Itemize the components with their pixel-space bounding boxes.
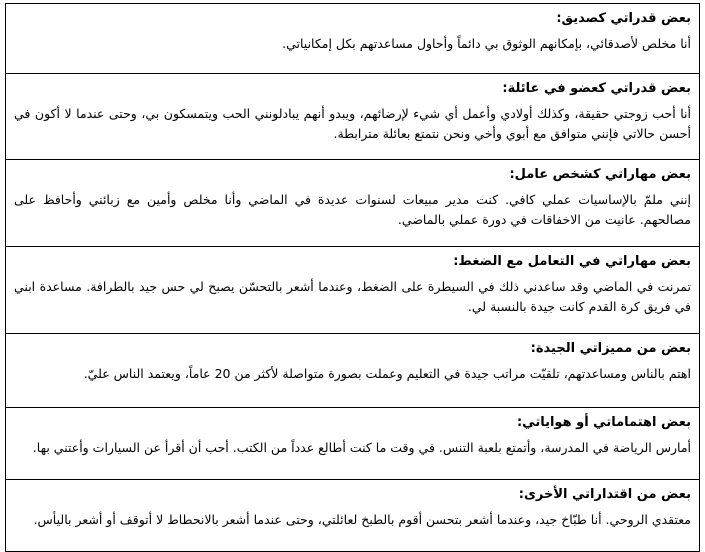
- section-heading: بعض من اقتداراتي الأخرى:: [518, 487, 691, 502]
- section-heading: بعض قدراتي كعضو في عائلة:: [502, 81, 691, 96]
- section-body: معتقدي الروحي. أنا طبّاخ جيد، وعندما أشعر بتحسن أقوم بالطبخ لعائلتي، وحتى عندما أشعر بالانحطاط لا أتوقف أو أشعر باليأس.: [33, 512, 691, 527]
- section-stress-skills: [6, 247, 699, 334]
- section-heading: بعض مهاراتي في التعامل مع الضغط:: [453, 254, 691, 269]
- section-body: أمارس الرياضة في المدرسة، وأتمتع بلعبة التنس. في وقت ما كنت أطالع عدداً من الكتب. أحب أن أقرأ عن السيارات وأعتني بها.: [32, 440, 691, 455]
- section-hobbies: [6, 408, 699, 480]
- section-other-abilities: [6, 480, 699, 551]
- section-body: إنني ملمّ بالإساسيات عملي كافي. كنت مدير مبيعات لسنوات عديدة في الماضي وأنا مخلص وأمين مع زبائني وأحافظ على مصالحهم. عانيت من الاخفاقات في دورة عملي بالماضي.: [14, 192, 691, 227]
- section-heading: بعض اهتماماتي أو هواياتي:: [516, 415, 691, 430]
- section-work-skills: [6, 160, 699, 247]
- section-family-abilities: [6, 74, 699, 160]
- section-body: أنا مخلص لأصدقائي، بإمكانهم الوثوق بي دائماً وأحاول مساعدتهم بكل إمكانياتي.: [282, 36, 691, 51]
- section-good-qualities: [6, 334, 699, 408]
- section-body: اهتم بالناس ومساعدتهم، تلقيّت مراتب جيدة في التعليم وعملت بصورة متواصلة لأكثر من 20 عاماً، ويعتمد الناس عليّ.: [83, 366, 691, 381]
- section-heading: بعض من مميزاتي الجيدة:: [530, 341, 691, 356]
- section-heading: بعض مهاراتي كشخص عامل:: [509, 167, 691, 182]
- section-body: تمرنت في الماضي وقد ساعدني ذلك في السيطرة على الضغط، وعندما أشعر بالتحسّن يصبح لي حس جيد بالطرافة. مساعدة ابني في فريق كرة القدم كانت جيدة بالنسبة لي.: [14, 279, 691, 314]
- section-heading: بعض قدراتي كصديق:: [556, 11, 691, 26]
- section-friend-abilities: [6, 4, 699, 74]
- section-body: أنا أحب زوجتي حقيقة، وكذلك أولادي وأعمل أي شيء لإرضائهم، ويبدو أنهم يبادلونني الحب ويتمسكون بي، وحتى عندما لا أكون في أحسن حالاتي فإنني متوافق مع أبوي وأخي ونحن نتمتع بعائلة مترابطة.: [14, 106, 691, 141]
- abilities-table: [5, 3, 700, 552]
